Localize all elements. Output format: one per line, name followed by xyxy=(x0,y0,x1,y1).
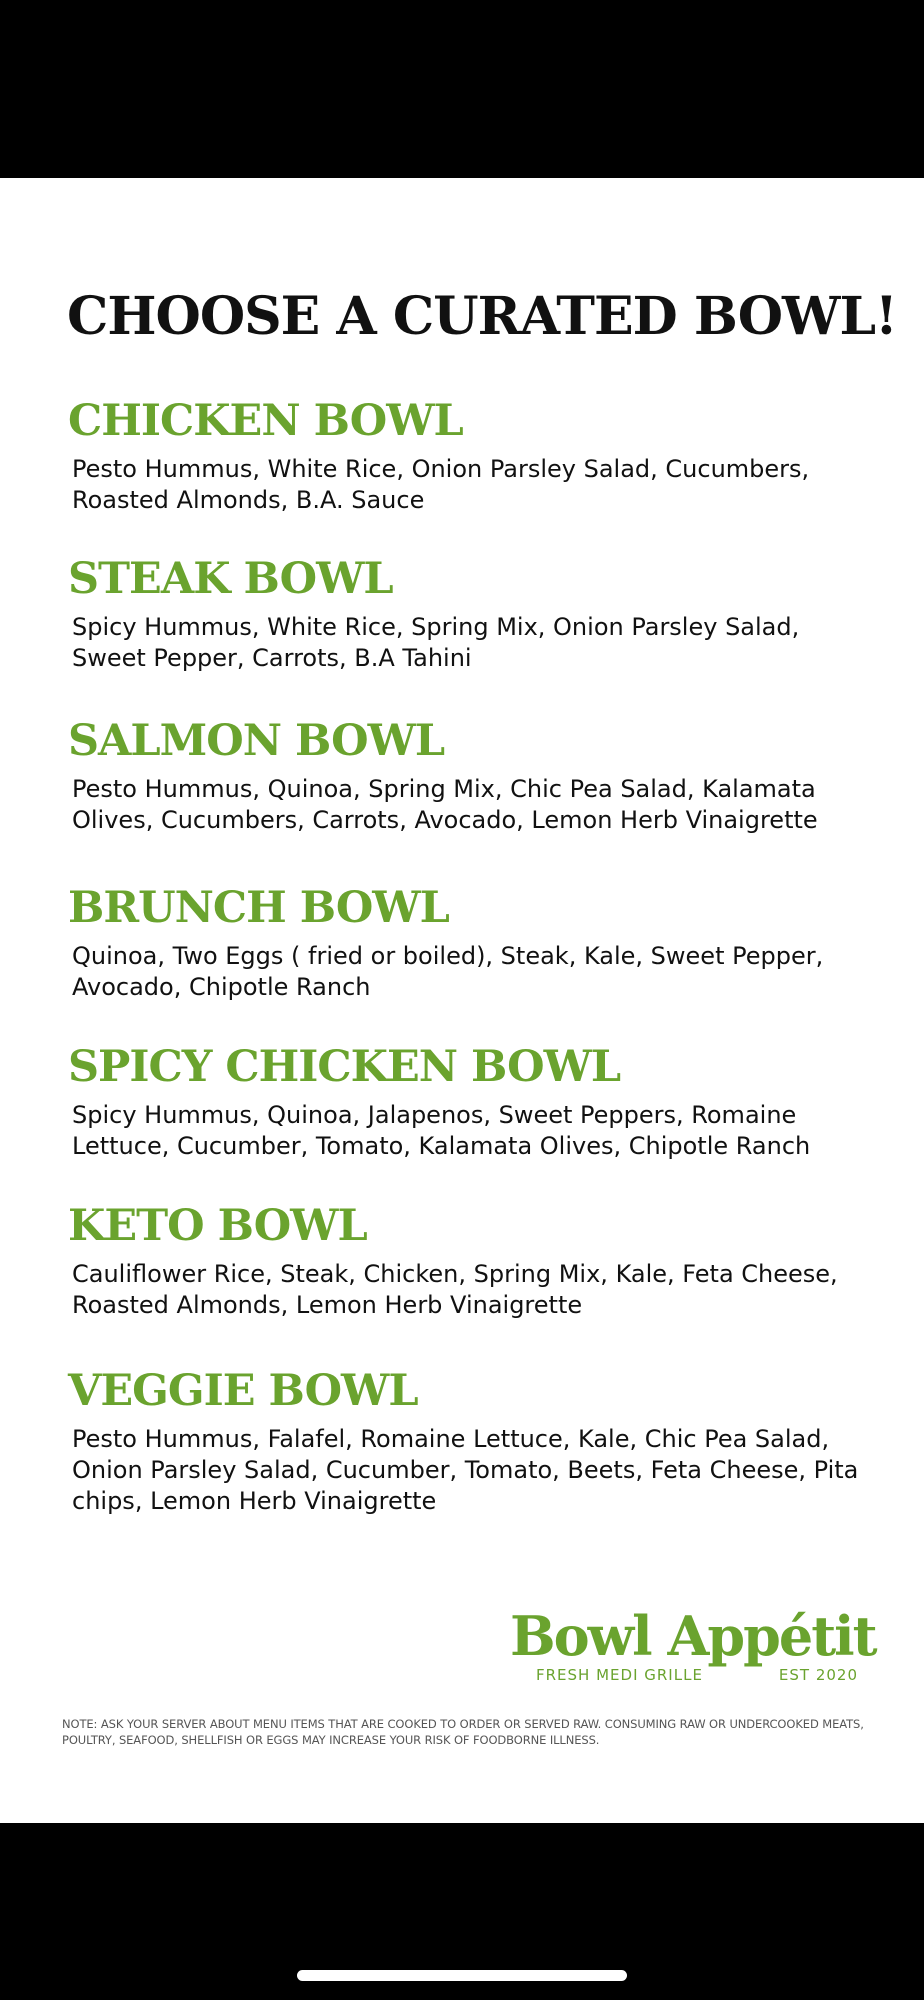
menu-item-description: Cauliflower Rice, Steak, Chicken, Spring Mix, Kale, Feta Cheese, Roasted Almonds, Lemon Herb Vinaigrette xyxy=(72,1260,838,1319)
menu-item-salmon-bowl xyxy=(68,716,868,836)
menu-item-description: Spicy Hummus, Quinoa, Jalapenos, Sweet Peppers, Romaine Lettuce, Cucumber, Tomato, Kalamata Olives, Chipotle Ranch xyxy=(72,1101,811,1160)
menu-item-description: Pesto Hummus, Quinoa, Spring Mix, Chic Pea Salad, Kalamata Olives, Cucumbers, Carrots, Avocado, Lemon Herb Vinaigrette xyxy=(72,775,818,834)
top-black-bar xyxy=(0,0,924,178)
menu-item-veggie-bowl xyxy=(68,1366,868,1517)
menu-item-description: Spicy Hummus, White Rice, Spring Mix, Onion Parsley Salad, Sweet Pepper, Carrots, B.A Tahini xyxy=(72,613,800,672)
menu-item-brunch-bowl xyxy=(68,883,868,1003)
home-indicator[interactable] xyxy=(297,1970,627,1981)
menu-item-description: Pesto Hummus, Falafel, Romaine Lettuce, Kale, Chic Pea Salad, Onion Parsley Salad, Cucumber, Tomato, Beets, Feta Cheese, Pita chips, Lemon Herb Vinaigrette xyxy=(72,1425,859,1515)
menu-title: CHOOSE A CURATED BOWL! xyxy=(67,286,897,347)
menu-item-description: Quinoa, Two Eggs ( fried or boiled), Steak, Kale, Sweet Pepper, Avocado, Chipotle Ranch xyxy=(72,942,824,1001)
menu-page xyxy=(0,178,924,1823)
menu-item-name: SPICY CHICKEN BOWL xyxy=(68,1042,621,1092)
menu-item-name: STEAK BOWL xyxy=(68,554,393,604)
brand-logo xyxy=(510,1604,876,1688)
brand-established: EST 2020 xyxy=(778,1666,858,1684)
brand-name: Bowl Appétit xyxy=(510,1604,876,1668)
brand-tagline: FRESH MEDI GRILLE xyxy=(536,1666,703,1684)
menu-item-keto-bowl xyxy=(68,1201,868,1321)
menu-item-name: KETO BOWL xyxy=(68,1201,367,1251)
menu-item-name: CHICKEN BOWL xyxy=(68,396,463,446)
menu-item-name: VEGGIE BOWL xyxy=(68,1366,418,1416)
menu-item-description: Pesto Hummus, White Rice, Onion Parsley Salad, Cucumbers, Roasted Almonds, B.A. Sauce xyxy=(72,455,810,514)
menu-item-chicken-bowl xyxy=(68,396,868,516)
menu-item-name: BRUNCH BOWL xyxy=(68,883,449,933)
menu-item-name: SALMON BOWL xyxy=(68,716,445,766)
food-safety-note: NOTE: ASK YOUR SERVER ABOUT MENU ITEMS THAT ARE COOKED TO ORDER OR SERVED RAW. CONSUMING RAW OR UNDERCOOKED MEATS, POULTRY, SEAFOOD, SHELLFISH OR EGGS MAY INCREASE YOUR RISK OF FOODBORNE ILLNESS. xyxy=(62,1717,864,1747)
menu-item-steak-bowl xyxy=(68,554,868,674)
menu-item-spicy-chicken-bowl xyxy=(68,1042,868,1162)
